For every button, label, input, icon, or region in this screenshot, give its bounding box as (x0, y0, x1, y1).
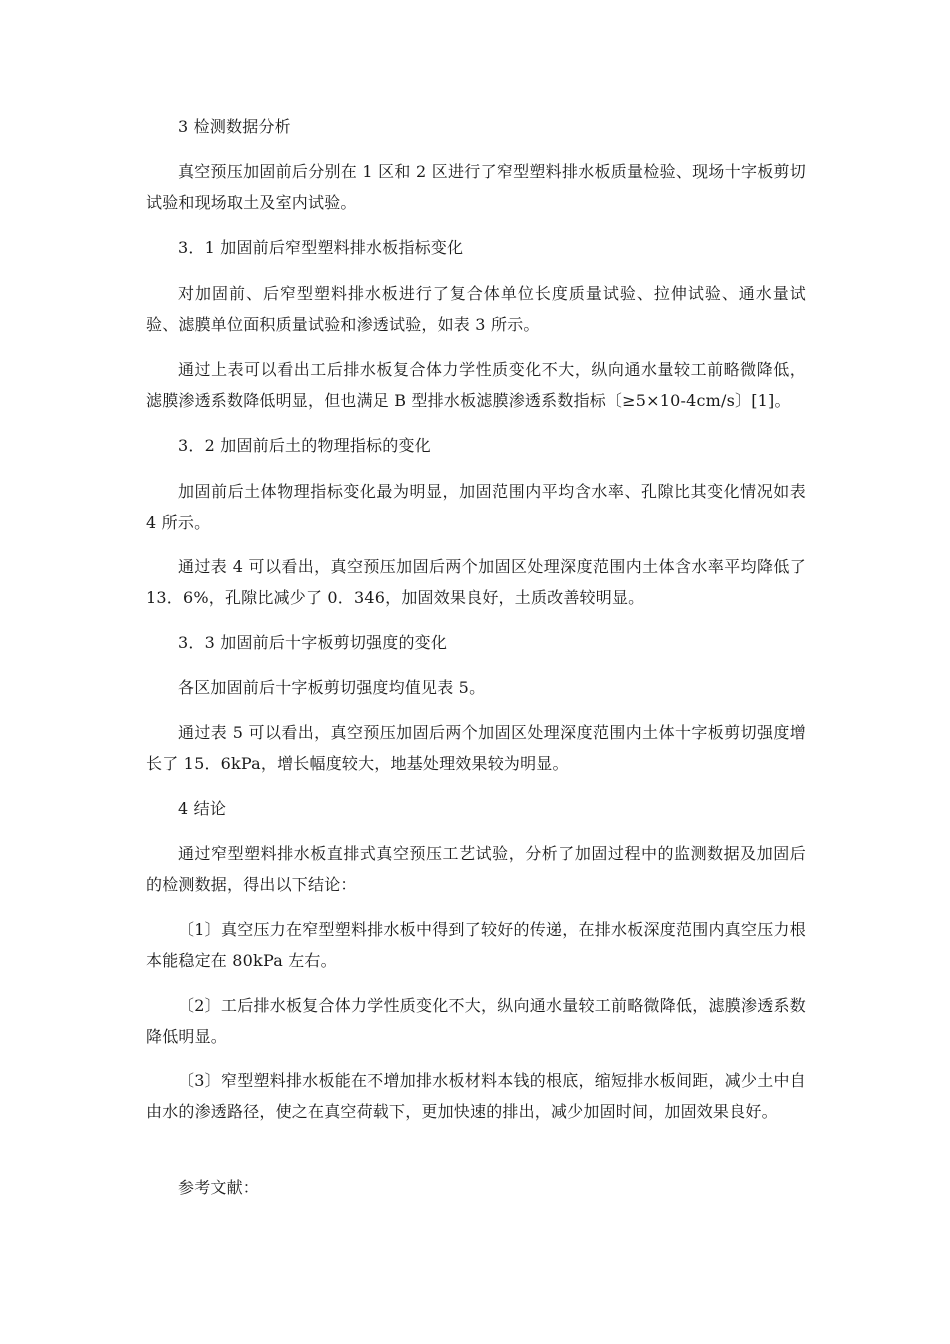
section-3-3-paragraph-2: 通过表 5 可以看出，真空预压加固后两个加固区处理深度范围内土体十字板剪切强度增长了 15．6kPa，增长幅度较大，地基处理效果较为明显。 (146, 723, 806, 773)
conclusion-item-2: 〔2〕工后排水板复合体力学性质变化不大，纵向通水量较工前略微降低，滤膜渗透系数降低明显。 (146, 996, 806, 1046)
section-3-3-heading: 3．3 加固前后十字板剪切强度的变化 (178, 633, 448, 652)
conclusion-item-1: 〔1〕真空压力在窄型塑料排水板中得到了较好的传递，在排水板深度范围内真空压力根本能稳定在 80kPa 左右。 (146, 920, 806, 970)
references-heading: 参考文献： (178, 1178, 260, 1197)
section-3-3-paragraph-1: 各区加固前后十字板剪切强度均值见表 5。 (178, 678, 486, 697)
section-3-1-heading: 3．1 加固前后窄型塑料排水板指标变化 (178, 238, 464, 257)
section-3-1-paragraph-1: 对加固前、后窄型塑料排水板进行了复合体单位长度质量试验、拉伸试验、通水量试验、滤膜单位面积质量试验和渗透试验，如表 3 所示。 (146, 284, 806, 334)
conclusion-item-3: 〔3〕窄型塑料排水板能在不增加排水板材料本钱的根底，缩短排水板间距，减少土中自由水的渗透路径，使之在真空荷载下，更加快速的排出，减少加固时间，加固效果良好。 (146, 1071, 806, 1121)
section-3-intro-paragraph: 真空预压加固前后分别在 1 区和 2 区进行了窄型塑料排水板质量检验、现场十字板剪切试验和现场取土及室内试验。 (146, 162, 806, 212)
section-3-2-heading: 3．2 加固前后土的物理指标的变化 (178, 436, 431, 455)
section-4-heading: 4 结论 (178, 799, 227, 818)
section-3-1-paragraph-2: 通过上表可以看出工后排水板复合体力学性质变化不大，纵向通水量较工前略微降低，滤膜渗透系数降低明显，但也满足 B 型排水板滤膜渗透系数指标〔≥5×10-4cm/s〕[1]。 (146, 360, 806, 410)
section-3-heading: 3 检测数据分析 (178, 117, 291, 136)
section-3-2-paragraph-1: 加固前后土体物理指标变化最为明显，加固范围内平均含水率、孔隙比其变化情况如表 4 所示。 (146, 482, 806, 532)
section-4-intro-paragraph: 通过窄型塑料排水板直排式真空预压工艺试验，分析了加固过程中的监测数据及加固后的检测数据，得出以下结论： (146, 844, 806, 894)
section-3-2-paragraph-2: 通过表 4 可以看出，真空预压加固后两个加固区处理深度范围内土体含水率平均降低了 13．6%，孔隙比减少了 0．346，加固效果良好，土质改善较明显。 (146, 557, 806, 607)
